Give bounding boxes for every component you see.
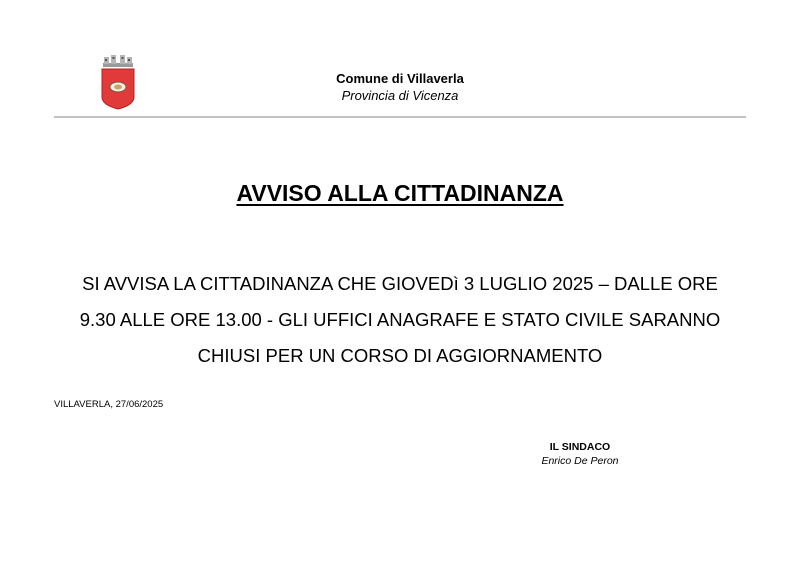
place-date: VILLAVERLA, 27/06/2025 (54, 399, 164, 410)
notice-body (40, 266, 760, 374)
municipal-crest-icon (99, 53, 137, 111)
province-name: Provincia di Vicenza (341, 88, 459, 103)
notice-body-line: SI AVVISA LA CITTADINANZA CHE GIOVEDì 3 LUGLIO 2025 – DALLE ORE (82, 273, 718, 294)
signatory-name: Enrico De Peron (541, 455, 619, 467)
notice-body-line: CHIUSI PER UN CORSO DI AGGIORNAMENTO (197, 345, 603, 366)
notice-title: AVVISO ALLA CITTADINANZA (236, 180, 564, 206)
signature-block (520, 440, 640, 468)
municipality-name: Comune di Villaverla (336, 71, 464, 86)
signatory-title: IL SINDACO (549, 441, 611, 453)
header (300, 70, 500, 104)
notice-body-line: 9.30 ALLE ORE 13.00 - GLI UFFICI ANAGRAFE E STATO CIVILE SARANNO (79, 309, 721, 330)
header-divider (54, 116, 746, 118)
